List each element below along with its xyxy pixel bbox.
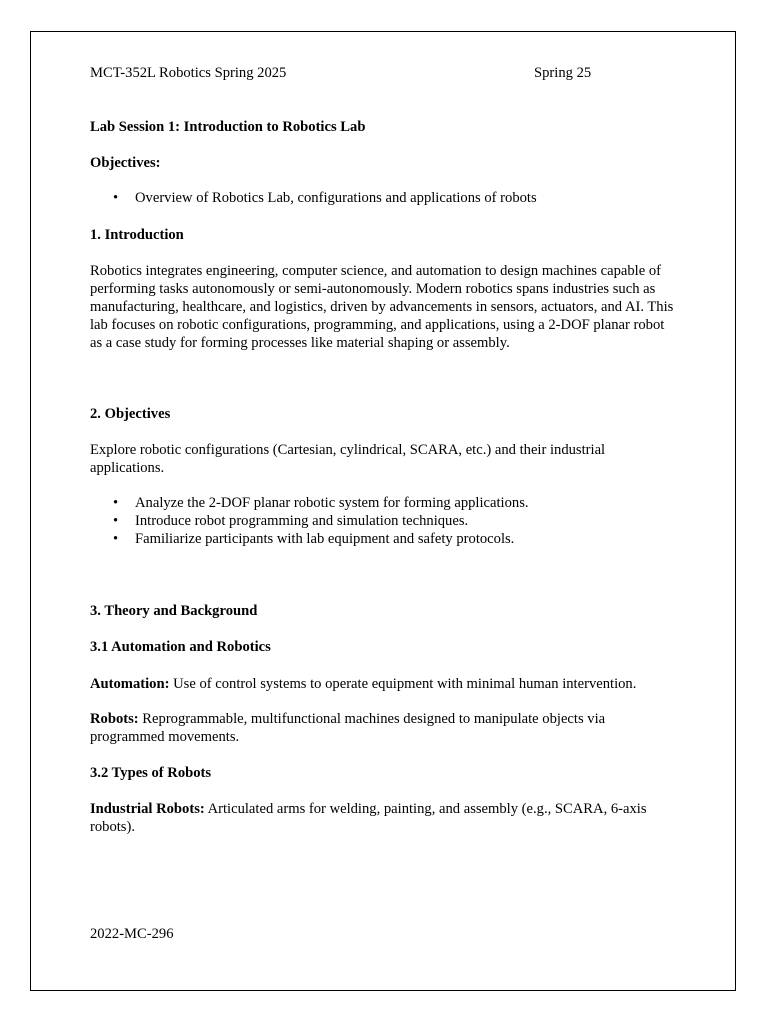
automation-term: Automation: <box>90 676 170 692</box>
industrial-robots-definition <box>90 800 680 836</box>
section2-heading: 2. Objectives <box>90 406 171 422</box>
footer-student-id: 2022-MC-296 <box>90 926 174 942</box>
list-item: • Analyze the 2-DOF planar robotic system for forming applications. <box>135 494 695 512</box>
section3-2-heading: 3.2 Types of Robots <box>90 765 212 781</box>
section2-intro: Explore robotic configurations (Cartesian, cylindrical, SCARA, etc.) and their industrial applications. <box>90 442 606 476</box>
list-item: • Introduce robot programming and simulation techniques. <box>135 512 695 530</box>
industrial-text: Articulated arms for welding, painting, and assembly (e.g., SCARA, 6-axis robots). <box>90 801 647 835</box>
header-term: Spring 25 <box>534 65 592 81</box>
automation-text: Use of control systems to operate equipment with minimal human intervention. <box>169 676 637 692</box>
header-course: MCT-352L Robotics Spring 2025 <box>90 65 287 81</box>
robots-text: Reprogrammable, multifunctional machines designed to manipulate objects via programmed movements. <box>90 711 606 745</box>
section1-body: Robotics integrates engineering, computer science, and automation to design machines capable of performing tasks autonomously or semi-autonomously. Modern robotics spans industries such as manufacturing, healthcare, and logistics, driven by advancements in sensors, actuators, and AI. This lab focuses on robotic configurations, programming, and applications, using a 2-DOF planar robot as a case study for forming processes like material shaping or assembly. <box>90 263 674 351</box>
lab-title: Lab Session 1: Introduction to Robotics Lab <box>90 119 366 135</box>
robots-definition <box>90 710 680 746</box>
section3-1-heading: 3.1 Automation and Robotics <box>90 639 271 655</box>
list-item: • Familiarize participants with lab equipment and safety protocols. <box>135 530 695 548</box>
industrial-term: Industrial Robots: <box>90 801 205 817</box>
automation-definition <box>90 675 680 693</box>
section1-heading: 1. Introduction <box>90 227 184 243</box>
objectives-list <box>90 189 695 207</box>
section3-heading: 3. Theory and Background <box>90 603 258 619</box>
robots-term: Robots: <box>90 711 139 727</box>
objectives-heading: Objectives: <box>90 155 161 171</box>
section2-list <box>90 494 695 548</box>
list-item: • Overview of Robotics Lab, configurations and applications of robots <box>135 189 695 207</box>
